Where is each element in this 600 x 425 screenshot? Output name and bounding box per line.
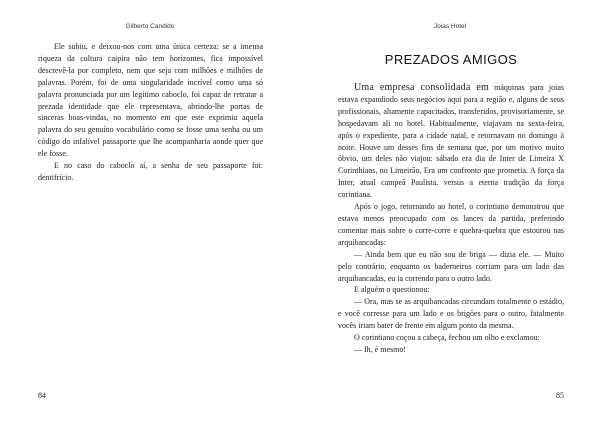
paragraph: Ele subiu, e deixou-nos com uma única certeza: se a imensa riqueza da cultura caipira não tem horizontes, fica impossível descrevê-la por completo, nem que seja com milhões e milhões de palavras. Porém, foi de uma singularidade incrível como uma só palavra pronunciada por um legítimo caboclo, foi capaz de retratar a prezada identidade que ele representava, abrindo-lhe portas de sinceras boas-vindas, no momento em que este exprimiu aquela palavra do seu genuíno vocabulário como se fosse uma senha ou um código do infalível passaporte que lhe acompanharia aonde quer que ele fosse. [38,42,263,159]
right-page [300,0,600,425]
right-page-text [338,82,564,356]
paragraph: — Ainda bem que eu não sou de briga — dizia ele. — Muito pelo contrário, enquanto os baderneiros corriam para um lado das arquibancadas, eu ia correndo para o outro lado. [338,249,564,283]
running-head-title: Joias Hotel [433,23,467,30]
paragraph: Após o jogo, retornando ao hotel, o corintiano demonstrou que estava menos preocupado com os lances da partida, preferindo comentar mais sobre o corre-corre e quebra-quebra que estourou nas arquibancadas: [338,202,564,247]
page-number: 85 [556,391,564,400]
paragraph-lead: Uma empresa consolidada em [354,82,489,93]
paragraph: E alguém o questionou: [354,285,430,295]
left-page-text [38,41,263,184]
paragraph: — Ora, mas se as arquibancadas circundam totalmente o estádio, e você corresse para um lado e os brigões para o outro, fatalmente vocês iriam bater de frente em algum ponto da mesma. [338,297,564,331]
paragraph: E no caso do caboclo aí, a senha de seu passaporte foi: dentifrício. [38,161,263,182]
paragraph: O corintiano coçou a cabeça, fechou um olho e exclamou: [354,333,540,343]
paragraph [338,82,564,201]
paragraph-rest: máquinas para joias estava expandindo seus negócios aqui para a região e, alguns de seus profissionais, altamente capacitados, transferidos, provisoriamente, se hospedavam ali no hotel. Habitualmente, viajavam na sexta-feira, após o expediente, para a cidade natal, e retornavam no domingo à noite. Houve um desses fins de semana que, por um motivo muito óbvio, um deles não viajou: sábado era dia de Inter de Limeira X Corinthians, no Limeirão. Era um confronto que prometia. A força da Inter, atual campeã Paulista, versus a eterna tradição da força corintiana. [338,83,564,200]
chapter-title: PREZADOS AMIGOS [384,52,518,67]
running-head-author: Gilberto Candido [125,23,175,30]
paragraph: — Ih, é mesmo! [354,344,406,354]
page-number: 84 [38,391,46,400]
